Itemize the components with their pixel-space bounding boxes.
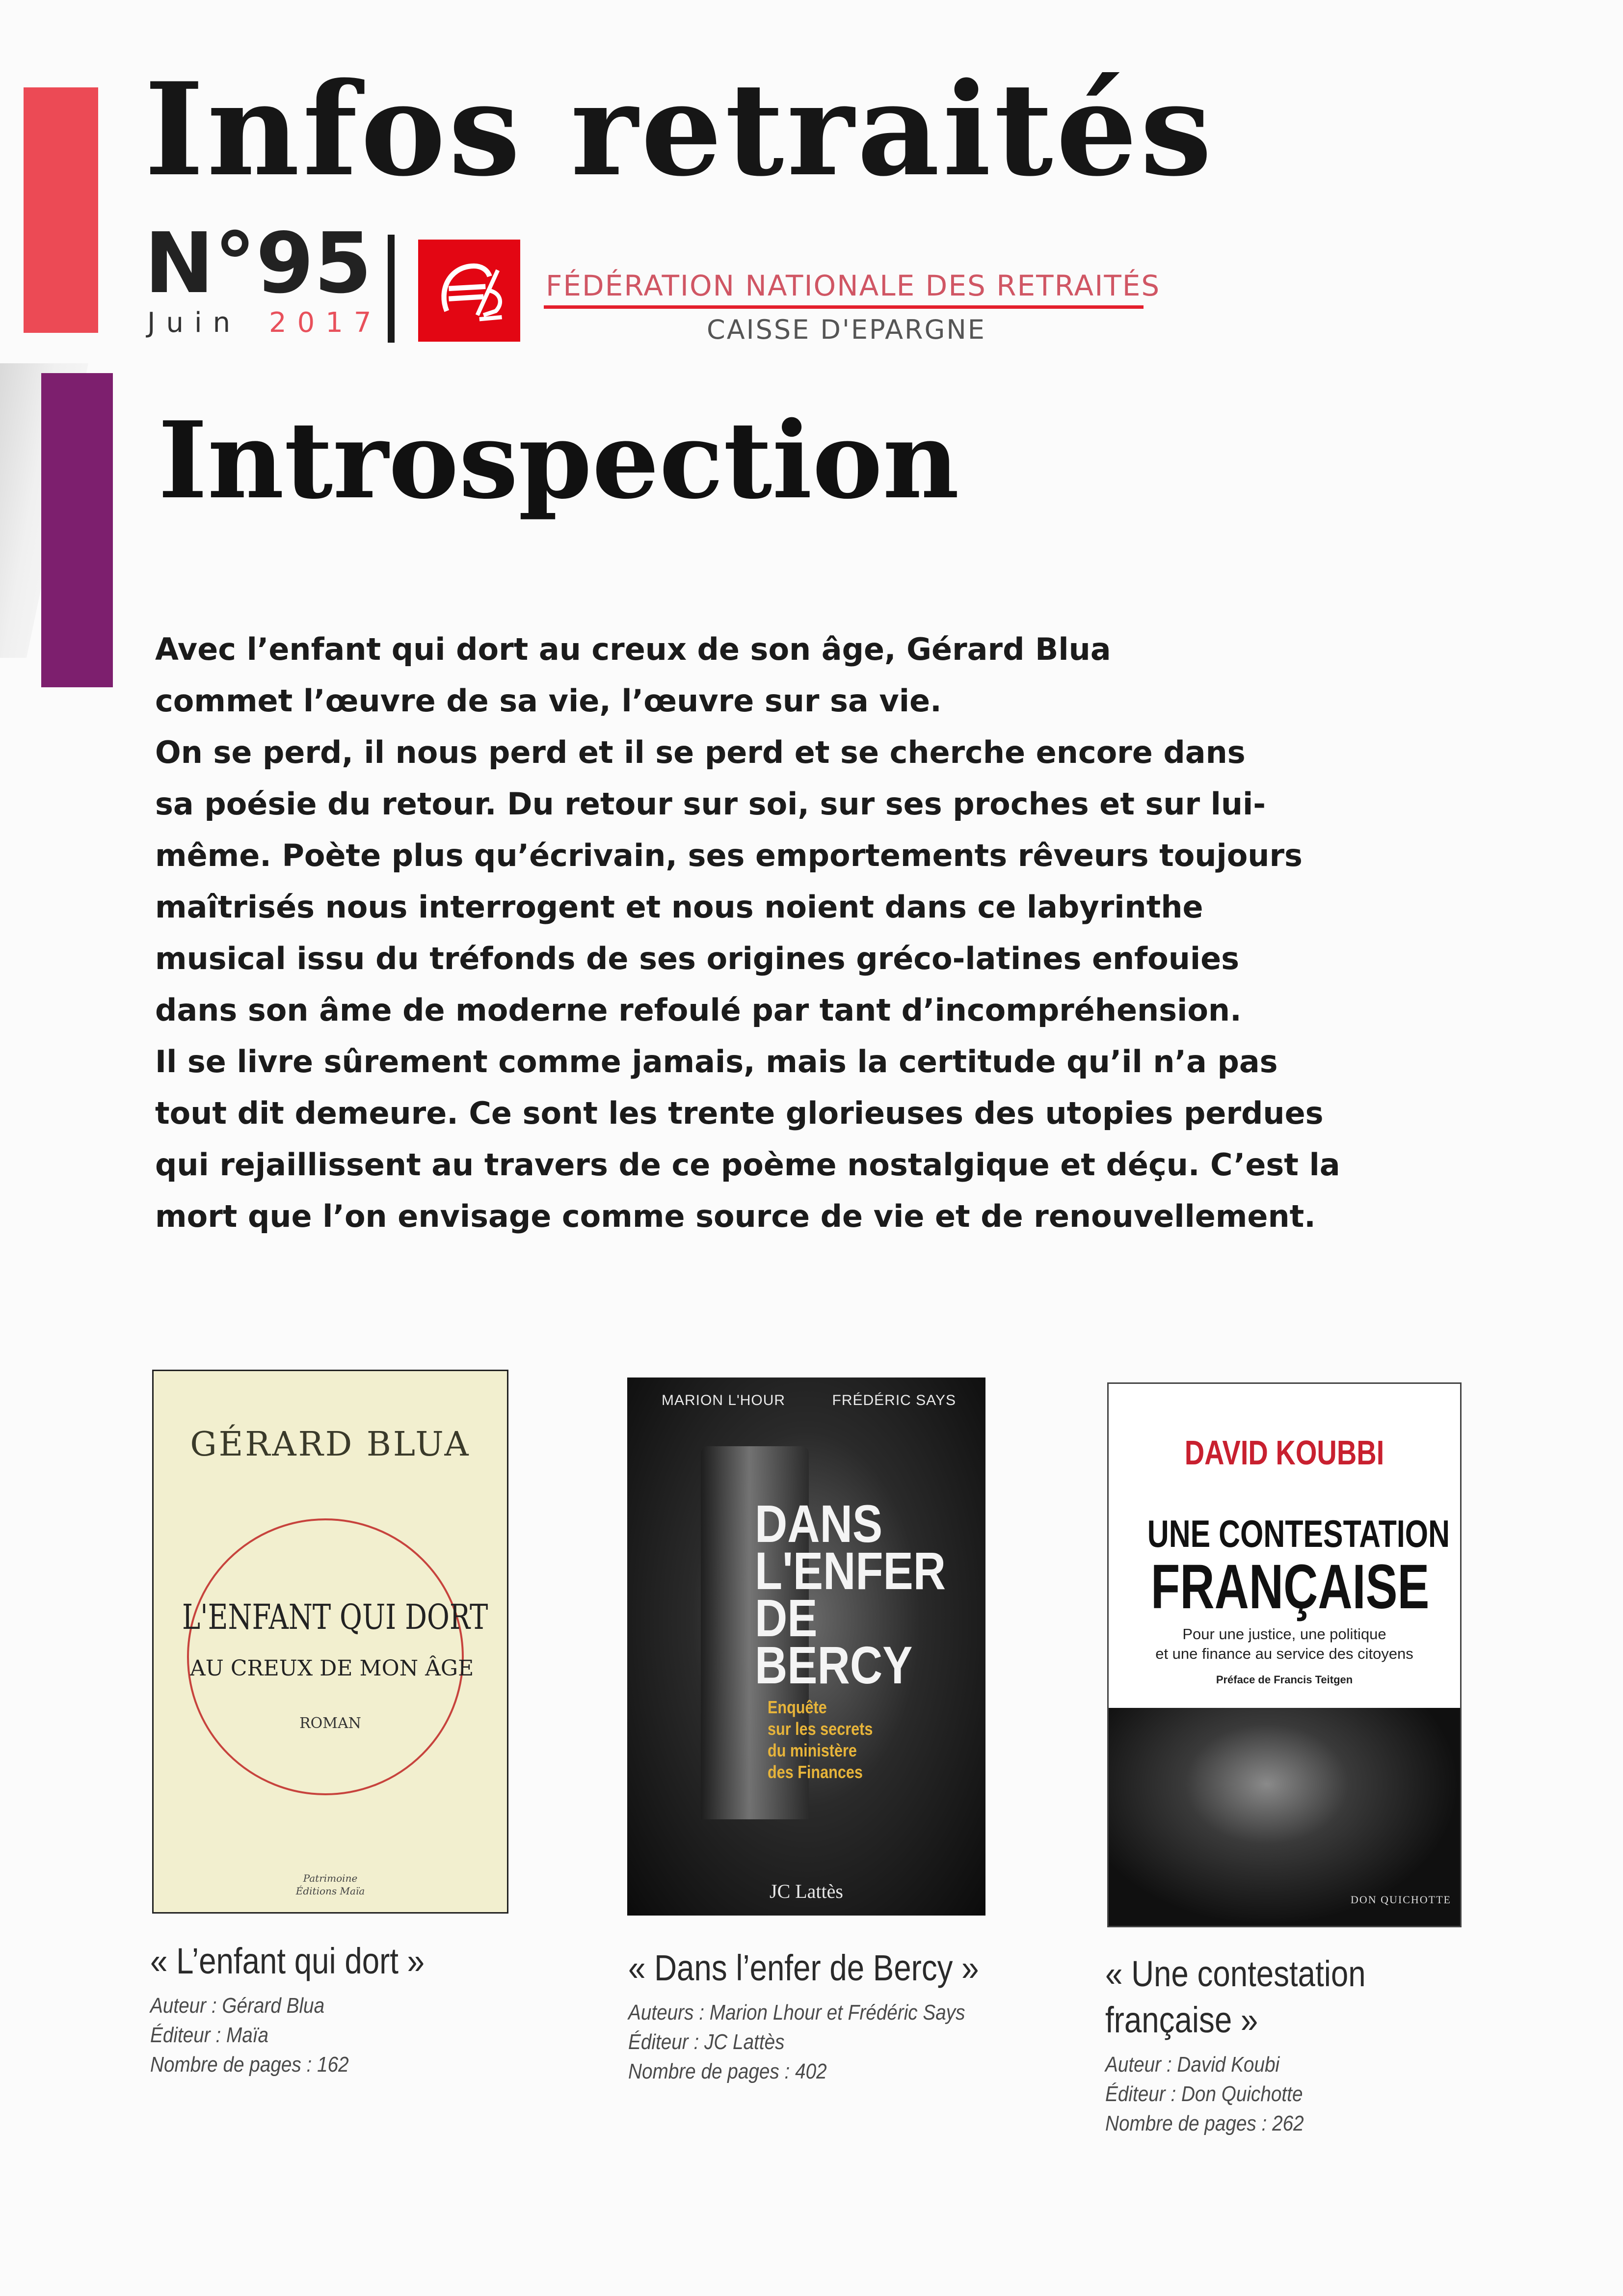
article-line: On se perd, il nous perd et il se perd et se cherche encore dans xyxy=(155,734,1246,770)
article-line: sa poésie du retour. Du retour sur soi, sur ses proches et sur lui- xyxy=(155,786,1266,822)
book-title-line: « Une contestation xyxy=(1105,1953,1366,1994)
article-accent-bar xyxy=(41,373,113,687)
book-meta-publisher: Éditeur : Maïa xyxy=(150,2023,269,2047)
article-line: Il se livre sûrement comme jamais, mais la certitude qu’il n’a pas xyxy=(155,1044,1278,1080)
cover-title-line: UNE CONTESTATION xyxy=(1147,1512,1450,1555)
cover-authors xyxy=(662,1392,956,1409)
article-line: mort que l’on envisage comme source de vie et de renouvellement. xyxy=(155,1198,1316,1234)
cover-title: DANS L'ENFER DE BERCY xyxy=(755,1494,946,1695)
article-line: commet l’œuvre de sa vie, l’œuvre sur sa vie. xyxy=(155,683,942,719)
article-body xyxy=(155,623,1411,1242)
cover-author: MARION L'HOUR xyxy=(662,1392,786,1408)
book-title-line: française » xyxy=(1105,1999,1258,2040)
article-line: musical issu du tréfonds de ses origines gréco-latines enfouies xyxy=(155,941,1240,976)
book-meta-author: Auteur : David Koubi xyxy=(1105,2053,1280,2077)
book-cover-contestation-francaise xyxy=(1107,1382,1462,1927)
cover-author: DAVID KOUBBI xyxy=(1184,1433,1384,1472)
cover-genre: ROMAN xyxy=(299,1715,361,1732)
cover-subtitle xyxy=(1123,1624,1445,1664)
issue-separator xyxy=(388,235,395,343)
cover-author: FRÉDÉRIC SAYS xyxy=(832,1392,956,1408)
masthead-title: Infos retraités xyxy=(144,55,1215,205)
cover-subtitle: Enquête sur les secrets du ministère des Finances xyxy=(768,1697,873,1782)
article-line: dans son âme de moderne refoulé par tant d’incompréhension. xyxy=(155,992,1242,1028)
book-cover-enfer-de-bercy xyxy=(627,1378,985,1916)
cover-publisher: JC Lattès xyxy=(770,1880,843,1902)
book-meta-pages: Nombre de pages : 162 xyxy=(150,2053,349,2077)
header-accent-bar xyxy=(24,87,98,333)
article-title: Introspection xyxy=(158,398,959,522)
cover-author: GÉRARD BLUA xyxy=(190,1425,471,1464)
cover-subtitle-line: et une finance au service des citoyens xyxy=(1155,1645,1413,1662)
article-line: maîtrisés nous interrogent et nous noient dans ce labyrinthe xyxy=(155,889,1203,925)
article-line: même. Poète plus qu’écrivain, ses emportements rêveurs toujours xyxy=(155,837,1303,873)
cover-subtitle: AU CREUX DE MON ÂGE xyxy=(190,1656,474,1681)
article-line: qui rejaillissent au travers de ce poème nostalgique et déçu. C’est la xyxy=(155,1147,1340,1183)
cover-publisher-line: Éditions Maïa xyxy=(295,1885,365,1897)
cover-title: L'ENFANT QUI DORT xyxy=(182,1597,488,1637)
book-caption-enfant-qui-dort xyxy=(150,1938,523,2080)
book-title: « L’enfant qui dort » xyxy=(150,1941,425,1981)
book-meta-pages: Nombre de pages : 402 xyxy=(628,2059,827,2083)
cover-subtitle-line: Pour une justice, une politique xyxy=(1182,1625,1386,1643)
book-cover-enfant-qui-dort xyxy=(152,1370,508,1914)
issue-month: Juin xyxy=(147,307,241,339)
issue-year: 2017 xyxy=(269,307,382,339)
book-meta-publisher: Éditeur : JC Lattès xyxy=(628,2030,785,2054)
federation-subname: CAISSE D'EPARGNE xyxy=(707,314,986,345)
cover-publisher: DON QUICHOTTE xyxy=(1350,1893,1451,1906)
federation-name: FÉDÉRATION NATIONALE DES RETRAITÉS xyxy=(546,269,1161,302)
book-meta-author: Auteur : Gérard Blua xyxy=(150,1994,325,2018)
issue-number: N°95 xyxy=(144,215,372,312)
cover-title-line: FRANÇAISE xyxy=(1150,1552,1430,1622)
book-meta-authors: Auteurs : Marion Lhour et Frédéric Says xyxy=(628,2000,965,2025)
caisse-epargne-logo xyxy=(418,240,520,342)
book-meta-pages: Nombre de pages : 262 xyxy=(1105,2111,1304,2135)
cover-publisher xyxy=(154,1872,507,1897)
federation-rule xyxy=(544,305,1144,309)
book-caption-enfer-de-bercy xyxy=(628,1945,1001,2086)
cover-preface: Préface de Francis Teitgen xyxy=(1216,1674,1353,1686)
squirrel-logo-icon xyxy=(418,240,520,342)
book-meta-publisher: Éditeur : Don Quichotte xyxy=(1105,2082,1303,2106)
article-line: Avec l’enfant qui dort au creux de son âge, Gérard Blua xyxy=(155,631,1111,667)
cover-publisher-line: Patrimoine xyxy=(303,1872,358,1884)
book-caption-contestation-francaise xyxy=(1105,1951,1478,2138)
book-title: « Dans l’enfer de Bercy » xyxy=(628,1947,979,1988)
article-line: tout dit demeure. Ce sont les trente glorieuses des utopies perdues xyxy=(155,1095,1324,1131)
